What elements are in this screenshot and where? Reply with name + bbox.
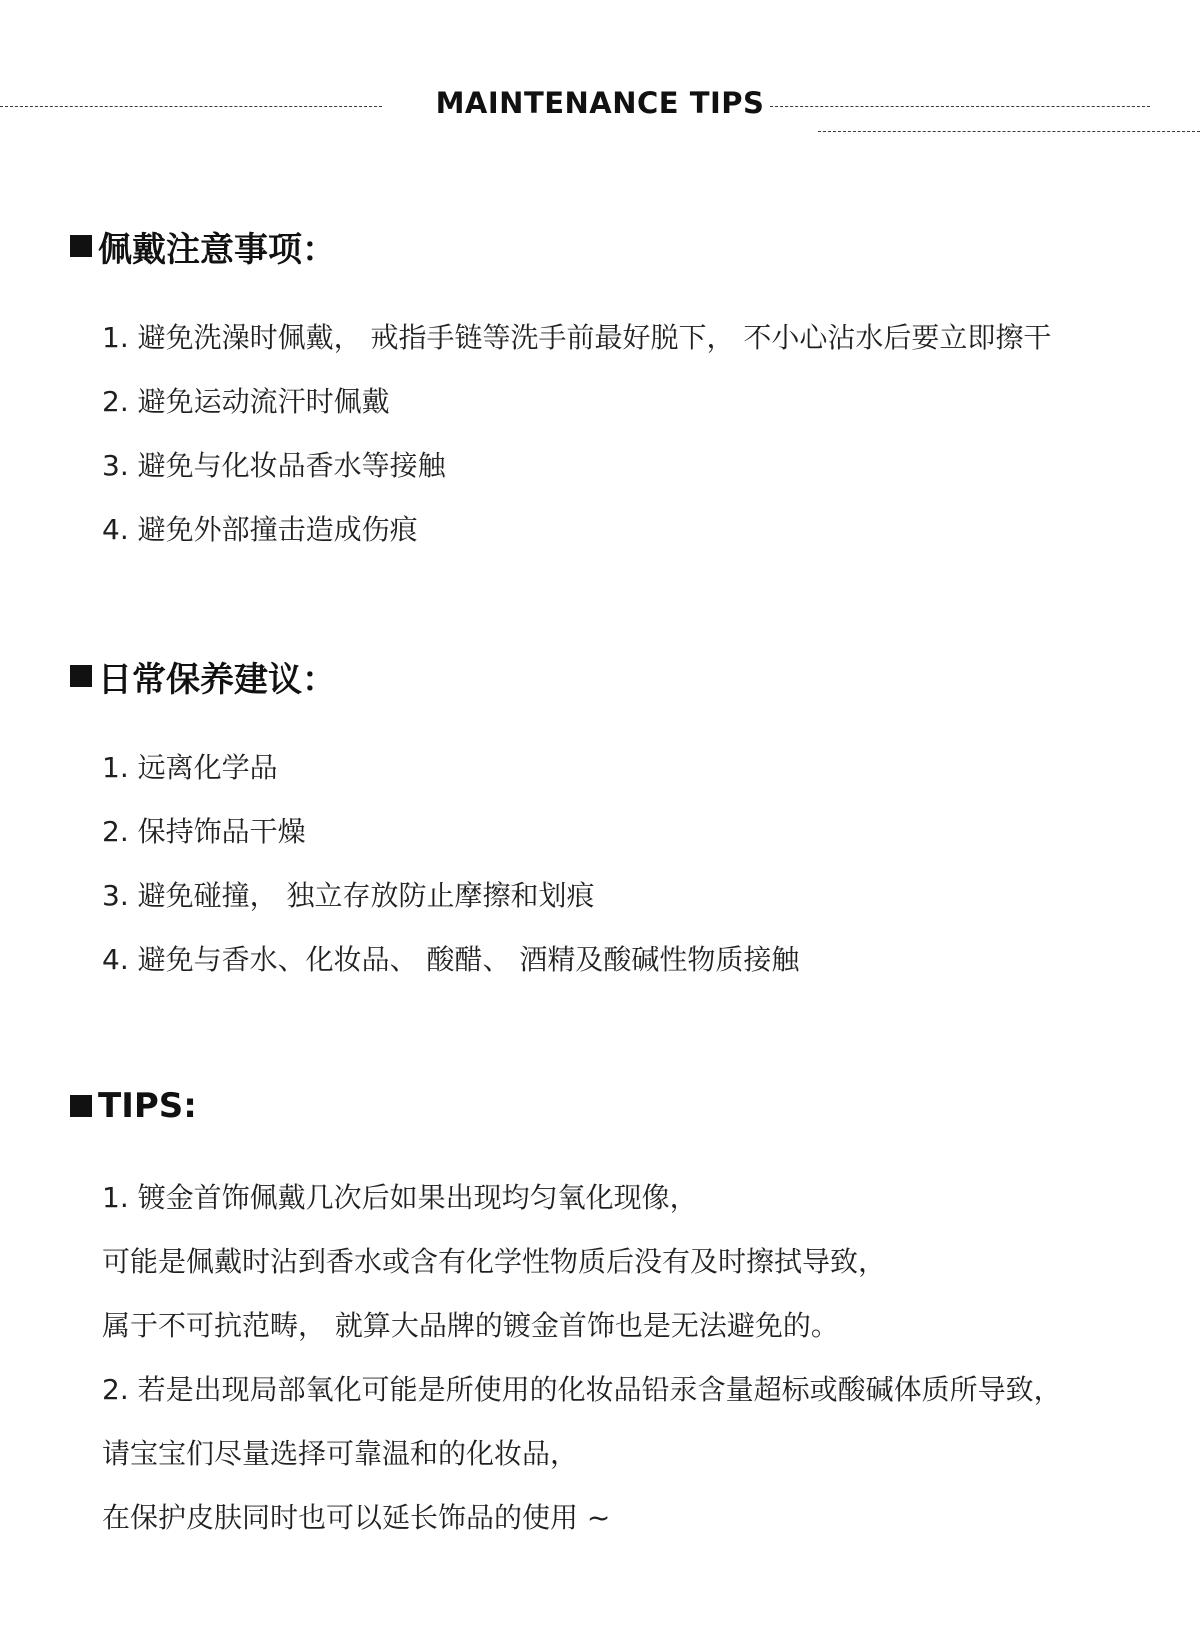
list-item: 4. 避免外部撞击造成伤痕 [102,513,418,546]
header-divider-right-lower [818,131,1200,132]
section-wearing-notes [70,222,1170,546]
list-item: 3. 避免与化妆品香水等接触 [102,449,446,482]
list-item: 1. 避免洗澡时佩戴， 戒指手链等洗手前最好脱下， 不小心沾水后要立即擦干 [102,321,1052,354]
section-heading-text: 佩戴注意事项： [98,229,336,270]
list-item: 4. 避免与香水、化妆品、 酸醋、 酒精及酸碱性物质接触 [102,943,800,976]
list-item: 在保护皮肤同时也可以延长饰品的使用 ~ [102,1501,611,1534]
section-heading-text: 日常保养建议： [98,659,336,700]
list-item: 1. 远离化学品 [102,751,278,784]
square-bullet-icon [70,235,92,257]
section-heading [70,1082,1170,1130]
list-item: 1. 镀金首饰佩戴几次后如果出现均匀氧化现像， [102,1181,698,1214]
square-bullet-icon [70,1095,92,1117]
section-daily-care [70,652,1170,976]
list-item: 2. 避免运动流汗时佩戴 [102,385,390,418]
section-tips [70,1082,1170,1534]
list-item: 3. 避免碰撞， 独立存放防止摩擦和划痕 [102,879,595,912]
page-title: MAINTENANCE TIPS [435,86,765,120]
section-heading [70,652,1170,700]
square-bullet-icon [70,665,92,687]
page-header [0,0,1200,160]
section-heading [70,222,1170,270]
header-divider-right-upper [770,106,1150,107]
list-item: 2. 保持饰品干燥 [102,815,306,848]
list-item: 可能是佩戴时沾到香水或含有化学性物质后没有及时擦拭导致， [102,1245,887,1278]
list-item: 属于不可抗范畴， 就算大品牌的镀金首饰也是无法避免的。 [102,1309,839,1342]
list-item: 2. 若是出现局部氧化可能是所使用的化妆品铅汞含量超标或酸碱体质所导致， [102,1373,1062,1406]
list-item: 请宝宝们尽量选择可靠温和的化妆品， [102,1437,579,1470]
section-heading-text: TIPS: [98,1086,197,1126]
